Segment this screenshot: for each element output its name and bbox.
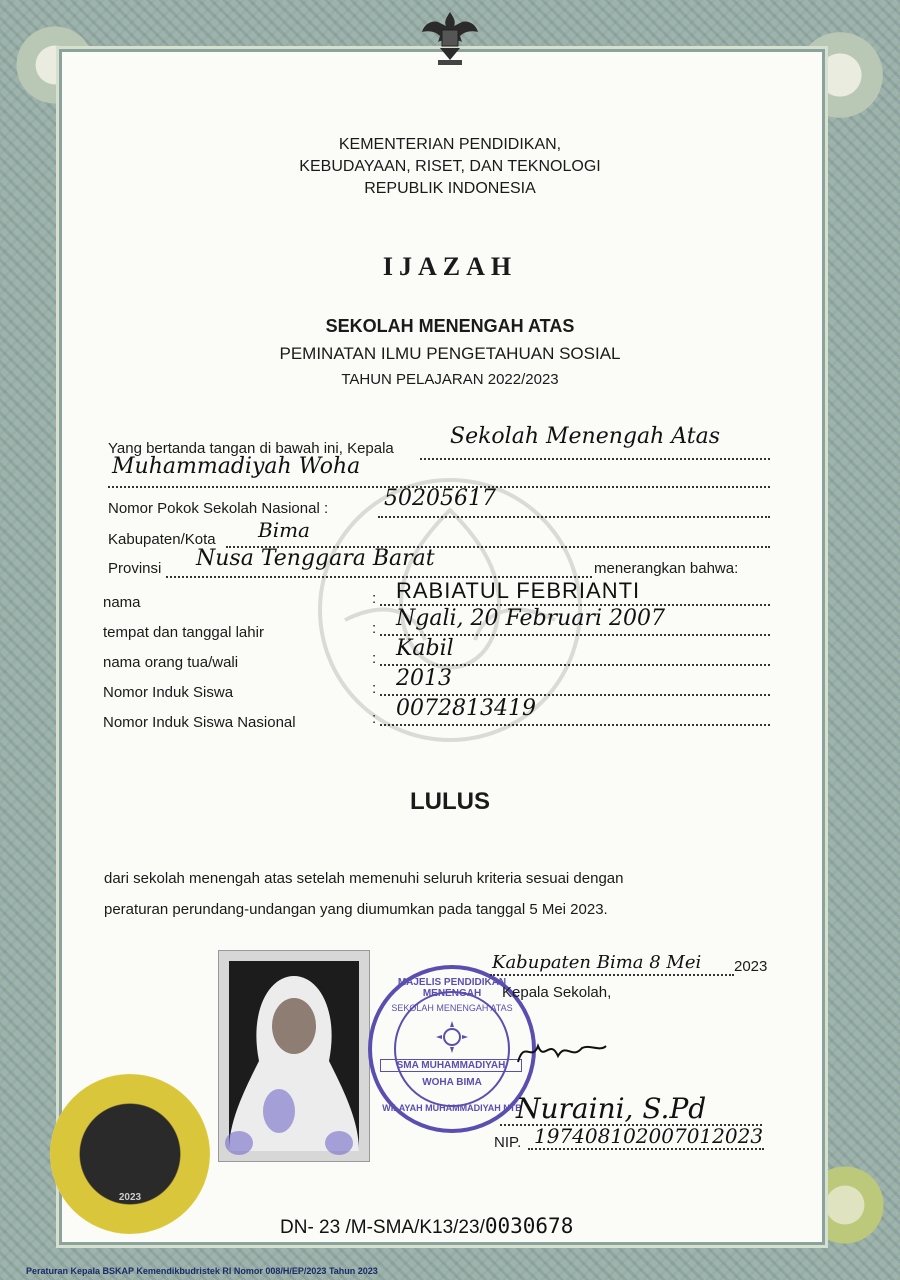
stamp-school: SMA MUHAMMADIYAH [380,1059,522,1072]
certificate: KEMENTERIAN PENDIDIKAN, KEBUDAYAAN, RISET, DAN TEKNOLOGI REPUBLIK INDONESIA IJAZAH SEKOLAH MENENGAH ATAS PEMINATAN ILMU PENGETAHUAN SOSIAL TAHUN PELAJARAN 2022/2023 Yang bertanda tangan di bawah ini, Kepala Sekolah Menengah Atas Muhammadiyah Woha Nomor Pokok Sekolah Nasional : 50205617 Kabupaten/Kota Bima Provinsi Nusa Tenggara Barat menerangkan bahwa: nama : RABIATUL FEBRIANTI tempat dan tanggal lahir : Ngali, 20 Februari 2007 nama orang tua/wali : Kabil Nomor Induk Siswa : 2013 Nomor Induk Siswa Nasional : 0072813419 LULUS dari sekolah menengah atas setelah memenuhi seluruh kriteria sesuai dengan peraturan perundang-undangan yang diumumkan pada tanggal 5 Mei 2023. MAJELIS PENDIDIKAN MENENGAH SEKOLAH MENENGAH ATAS SMA MUHAMMADIYAH WOHA BIMA WILAYAH MUHAMMADIYAH NTB Kabupaten Bima 8 Mei 2023 Kepala Sekolah, Nuraini, S.Pd NIP. 197408102007012023 2023 DN- 23 /M-SMA/K13/23/0030678 Peraturan Kepala BSKAP Kemendikbudristek RI Nomor 008/H/EP/2023 Tahun 2023 [0,0,900,1280]
field-label: nama orang tua/wali [103,654,239,671]
muhammadiyah-sun-icon [434,1019,470,1055]
serial-value: 0030678 [484,1214,574,1238]
ministry-line-3: REPUBLIK INDONESIA [364,180,536,197]
field-value: Ngali, 20 Februari 2007 [396,606,665,631]
garuda-emblem-icon [418,8,482,68]
intro-label: Yang bertanda tangan di bawah ini, Kepala [108,440,394,457]
nip-label: NIP. [494,1134,522,1151]
place-date: Kabupaten Bima 8 Mei [492,952,702,973]
student-photo [218,950,370,1162]
field-value: Kabil [396,636,454,661]
academic-year: TAHUN PELAJARAN 2022/2023 [341,371,559,388]
statement-line-2: peraturan perundang-undangan yang diumumkan pada tanggal 5 Mei 2023. [104,901,608,918]
regency-label: Kabupaten/Kota [108,531,216,548]
serial-prefix: DN- 23 /M-SMA/K13/23/ [280,1217,485,1238]
stamp-outer-bottom: WILAYAH MUHAMMADIYAH NTB [382,1103,522,1113]
stamp-place: WOHA BIMA [422,1077,482,1088]
regency-value: Bima [258,518,310,542]
npsn-value: 50205617 [384,486,496,511]
program: PEMINATAN ILMU PENGETAHUAN SOSIAL [279,344,621,363]
footer-regulation: Peraturan Kepala BSKAP Kemendikbudristek RI Nomor 008/H/EP/2023 Tahun 2023 [26,1266,378,1276]
school-name-line-2: Muhammadiyah Woha [112,454,361,479]
field-label: tempat dan tanggal lahir [103,624,264,641]
npsn-label: Nomor Pokok Sekolah Nasional : [108,500,329,517]
province-label: Provinsi [108,560,162,577]
signer-name: Nuraini, S.Pd [516,1092,707,1125]
school-name-line-1: Sekolah Menengah Atas [450,424,720,449]
field-value: RABIATUL FEBRIANTI [396,578,641,603]
result: LULUS [410,788,490,815]
statement-line-1: dari sekolah menengah atas setelah memenuhi seluruh kriteria sesuai dengan [104,870,624,887]
signature-role: Kepala Sekolah, [502,984,612,1001]
field-value: 2013 [396,666,452,691]
serial-number [280,1214,573,1239]
field-label: Nomor Induk Siswa Nasional [103,714,296,731]
ministry-line-1: KEMENTERIAN PENDIDIKAN, [338,136,562,153]
signature-scribble [510,1032,610,1072]
document-title: IJAZAH [382,252,518,281]
province-value: Nusa Tenggara Barat [196,546,435,571]
stamp-outer-top: MAJELIS PENDIDIKAN MENENGAH [397,977,507,999]
portrait-icon [219,951,369,1161]
hologram-year: 2023 [118,1192,142,1203]
ministry-line-2: KEBUDAYAAN, RISET, DAN TEKNOLOGI [299,158,601,175]
field-label: nama [103,594,141,611]
stamp-inner-text: SEKOLAH MENENGAH ATAS [391,1003,513,1013]
field-label: Nomor Induk Siswa [103,684,234,701]
nip-value: 197408102007012023 [534,1124,764,1148]
declares-label: menerangkan bahwa: [594,560,739,577]
signature-year: 2023 [734,958,768,975]
school-level: SEKOLAH MENENGAH ATAS [325,316,575,336]
hologram-seal [50,1074,210,1234]
field-value: 0072813419 [396,696,536,721]
